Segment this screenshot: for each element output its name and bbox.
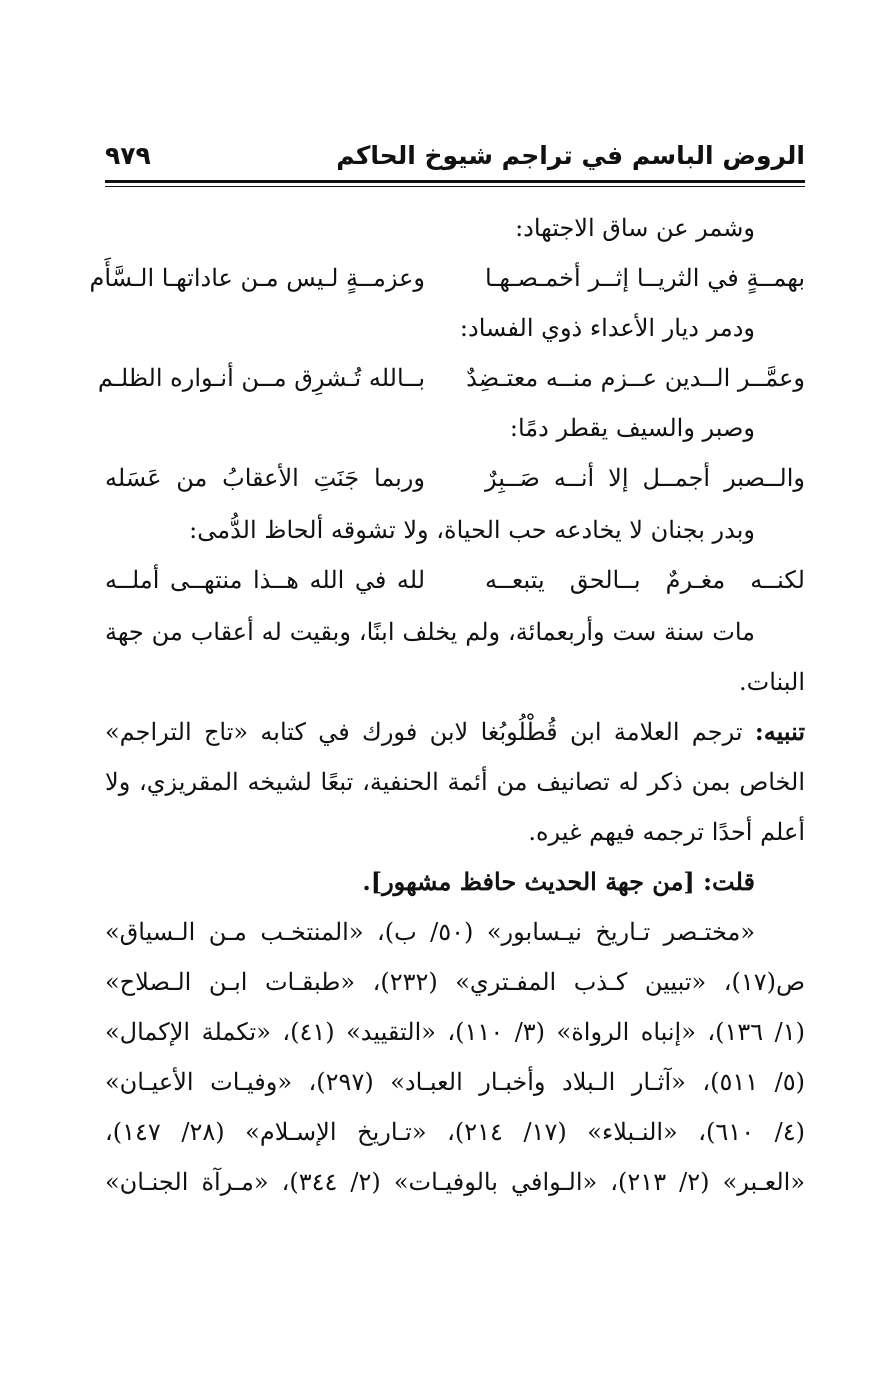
- verse-line-4: [105, 560, 805, 604]
- verse-3-first-hemistich: والــصبر أجمــل إلا أنــه صَــبِرٌ: [485, 464, 805, 492]
- verse-2-second-hemistich: بــالله تُـشرِق مــن أنـواره الظلـم: [97, 364, 425, 392]
- prose-intro-2: ودمر ديار الأعداء ذوي الفساد:: [459, 314, 755, 342]
- verse-4-second-hemistich: لله في الله هــذا منتهــى أملــه: [105, 566, 425, 594]
- page-number: ٩٧٩: [105, 141, 151, 170]
- note-paragraph-line-1: [105, 712, 805, 756]
- header-rule-thick: [105, 180, 805, 183]
- sources-line-3: (١/ ١٣٦)، «إنباه الرواة» (٣/ ١١٠)، «التقييد» (٤١)، «تكملة الإكمال»: [105, 1018, 806, 1046]
- prose-intro-4: وبدر بجنان لا يخادعه حب الحياة، ولا تشوقه ألحاظ الدُّمى:: [189, 516, 755, 544]
- sources-line-2: ص(١٧)، «تبيين كـذب المفـتري» (٢٣٢)، «طبقـات ابـن الـصلاح»: [105, 968, 805, 996]
- death-paragraph-line-2: البنات.: [739, 668, 805, 696]
- verse-3-second-hemistich: وربما جَنَتِ الأعقابُ من عَسَله: [105, 464, 425, 492]
- note-paragraph-line-3: أعلم أحدًا ترجمه فيهم غيره.: [528, 818, 805, 846]
- prose-intro-1: وشمر عن ساق الاجتهاد:: [515, 214, 755, 242]
- verse-line-3: [105, 458, 805, 502]
- death-paragraph-line-1: مات سنة ست وأربعمائة، ولم يخلف ابنًا، وبقيت له أعقاب من جهة: [105, 618, 756, 646]
- sources-line-4: (٥/ ٥١١)، «آثـار الـبلاد وأخبـار العبـاد» (٢٩٧)، «وفيـات الأعيـان»: [105, 1068, 805, 1096]
- verse-1-second-hemistich: وعزمــةٍ لـيس مـن عاداتهـا الـسَّأَم: [89, 264, 425, 292]
- book-title: الروض الباسم في تراجم شيوخ الحاكم: [336, 141, 805, 170]
- sources-line-5: (٤/ ٦١٠)، «النـبلاء» (١٧/ ٢١٤)، «تـاريخ الإسـلام» (٢٨/ ١٤٧)،: [105, 1118, 805, 1146]
- note-paragraph-line-2: الخاص بمن ذكر له تصانيف من أئمة الحنفية، تبعًا لشيخه المقريزي، ولا: [105, 768, 805, 796]
- verse-line-2: [97, 358, 805, 402]
- running-header: [105, 138, 805, 178]
- verse-2-first-hemistich: وعمَّــر الــدين عــزم منــه معتـضِدٌ: [466, 364, 805, 392]
- verse-4-first-hemistich: لكنــه مغـرمٌ بــالحق يتبعــه: [485, 566, 805, 594]
- prose-intro-3: وصبر والسيف يقطر دمًا:: [509, 414, 755, 442]
- sources-line-1: «مختـصر تـاريخ نيـسابور» (٥٠/ ب)، «المنتخـب مـن الـسياق»: [105, 918, 755, 946]
- verse-1-first-hemistich: بهمــةٍ في الثريــا إثــر أخمـصـهـا: [485, 264, 805, 292]
- header-rule-thin: [105, 186, 805, 187]
- note-label: تنبيه:: [754, 717, 806, 746]
- note-text-1: ترجم العلامة ابن قُطْلُوبُغا لابن فورك في كتابه «تاج التراجم»: [105, 718, 743, 746]
- verdict-line: قلت: [من جهة الحديث حافظ مشهور].: [362, 867, 755, 896]
- sources-line-6: «العـبر» (٢/ ٢١٣)، «الـوافي بالوفيـات» (٢/ ٣٤٤)، «مـرآة الجنـان»: [105, 1168, 806, 1196]
- verse-line-1: [89, 258, 805, 302]
